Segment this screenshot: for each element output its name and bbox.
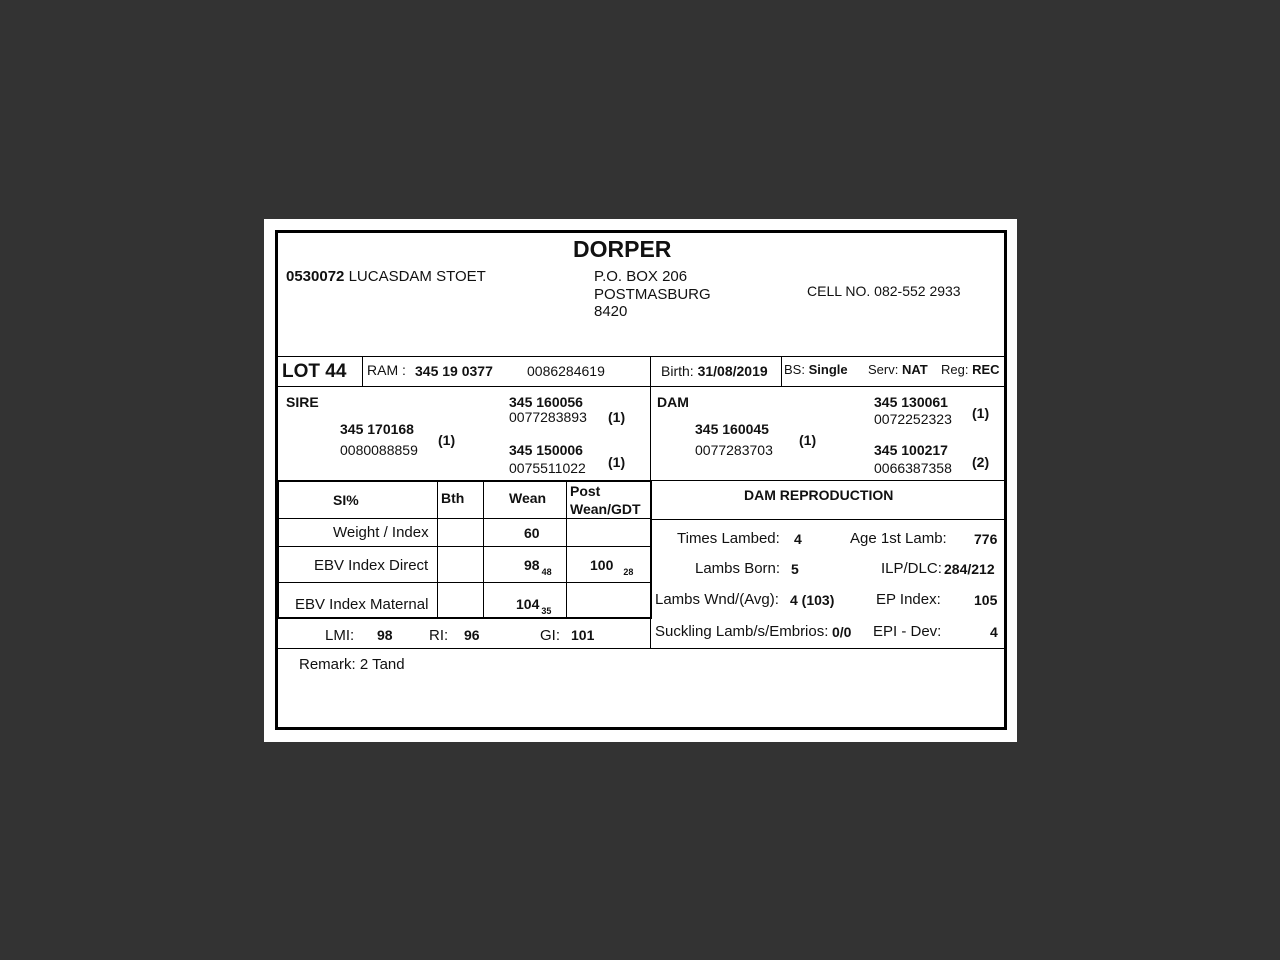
sire-dam-count: (1) (608, 454, 626, 470)
si-col-divider (483, 481, 484, 618)
lambs-wnd-value: 4 (103) (790, 592, 835, 608)
age-first-lamb-label: Age 1st Lamb: (850, 530, 947, 547)
dam-sire-number: 345 130061 (874, 394, 948, 410)
dam-sire-id: 0072252323 (874, 411, 952, 427)
col-divider (781, 356, 782, 386)
cell-value: 082-552 2933 (874, 283, 961, 299)
times-lambed-value: 4 (794, 531, 802, 547)
serv-value: NAT (901, 362, 928, 377)
ri-value: 96 (464, 627, 480, 643)
ilp-dlc-value: 284/212 (944, 561, 995, 577)
birth-status (784, 362, 848, 377)
dam-count: (1) (799, 432, 817, 448)
post-wean-header (570, 482, 641, 518)
row-divider (651, 480, 1004, 481)
dam-sire-count: (1) (972, 405, 990, 421)
epi-dev-value: 4 (990, 624, 998, 640)
address-line3: 8420 (594, 303, 628, 320)
ep-index-label: EP Index: (876, 591, 941, 608)
sire-dam-number: 345 150006 (509, 442, 583, 458)
owner-line (286, 268, 486, 285)
lmi-label: LMI: (325, 627, 355, 644)
sire-count: (1) (438, 432, 456, 448)
si-col-divider (566, 481, 567, 618)
reg-value: REC (972, 362, 1000, 377)
dam-reproduction-title: DAM REPRODUCTION (744, 487, 894, 503)
row-divider (278, 386, 1004, 387)
lot-number: LOT 44 (282, 361, 347, 382)
post-header-line1: Post (570, 483, 601, 499)
service (868, 362, 928, 377)
bs-label: BS: (784, 362, 805, 377)
row-ebv-maternal-wean (516, 596, 551, 616)
ep-index-value: 105 (974, 592, 998, 608)
lmi-value: 98 (377, 627, 393, 643)
row-divider (278, 356, 1004, 357)
row-divider (278, 648, 1004, 649)
dam-dam-number: 345 100217 (874, 442, 948, 458)
ebv-maternal-wean-sub: 35 (541, 606, 552, 616)
ram-id: 0086284619 (527, 363, 605, 379)
sire-sire-count: (1) (608, 409, 626, 425)
row-weight-index-wean: 60 (524, 525, 540, 541)
row-weight-index-label: Weight / Index (333, 524, 429, 541)
dam-dam-id: 0066387358 (874, 460, 952, 476)
breed-title: DORPER (573, 236, 672, 262)
row-ebv-maternal-label: EBV Index Maternal (295, 596, 429, 613)
dam-number: 345 160045 (695, 421, 769, 437)
ebv-maternal-wean-value: 104 (516, 596, 540, 612)
lambs-born-value: 5 (791, 561, 799, 577)
lambs-born-label: Lambs Born: (695, 560, 781, 577)
address-block (594, 268, 711, 321)
registration (941, 362, 1000, 377)
sire-label: SIRE (286, 394, 319, 410)
si-col-divider (437, 481, 438, 618)
birth-label: Birth: (661, 363, 694, 379)
dam-dam-count: (2) (972, 454, 990, 470)
lambs-wnd-label: Lambs Wnd/(Avg): (655, 591, 779, 608)
gi-value: 101 (571, 627, 595, 643)
cell-label: CELL NO. (807, 283, 871, 299)
owner-code: 0530072 (286, 268, 345, 285)
birth-value: 31/08/2019 (697, 363, 768, 379)
reg-label: Reg: (941, 362, 969, 377)
suckling-label: Suckling Lamb/s/Embrios: (655, 623, 829, 640)
ebv-direct-post-sub: 28 (623, 567, 634, 577)
row-divider (651, 519, 1004, 520)
epi-dev-label: EPI - Dev: (873, 623, 942, 640)
sire-number: 345 170168 (340, 421, 414, 437)
owner-name: LUCASDAM STOET (348, 268, 486, 285)
sire-dam-id: 0075511022 (509, 460, 586, 476)
times-lambed-label: Times Lambed: (677, 530, 780, 547)
ilp-dlc-label: ILP/DLC: (881, 560, 942, 577)
row-ebv-direct-post (590, 557, 633, 577)
ebv-direct-wean-value: 98 (524, 557, 540, 573)
row-ebv-direct-label: EBV Index Direct (314, 557, 429, 574)
birth (661, 363, 768, 379)
sire-sire-id: 0077283893 (509, 409, 587, 425)
sire-id: 0080088859 (340, 442, 418, 458)
dam-id: 0077283703 (695, 442, 773, 458)
bs-value: Single (808, 362, 848, 377)
si-row-divider (279, 546, 650, 547)
dam-label: DAM (657, 394, 689, 410)
ram-number: 345 19 0377 (415, 363, 493, 379)
row-ebv-direct-wean (524, 557, 552, 577)
post-header-line2: Wean/GDT (570, 501, 641, 517)
age-first-lamb-value: 776 (974, 531, 998, 547)
address-line1: P.O. BOX 206 (594, 268, 688, 285)
si-row-divider (279, 582, 650, 583)
bth-header: Bth (441, 490, 465, 506)
address-line2: POSTMASBURG (594, 285, 711, 303)
cell-number (807, 283, 961, 299)
si-header: SI% (333, 492, 359, 508)
wean-header: Wean (509, 490, 547, 506)
si-row-divider (279, 518, 650, 519)
suckling-value: 0/0 (832, 624, 852, 640)
gi-label: GI: (540, 627, 561, 644)
col-divider (362, 356, 363, 386)
ebv-direct-post-value: 100 (590, 557, 614, 573)
ram-label: RAM : (367, 362, 406, 378)
ri-label: RI: (429, 627, 449, 644)
sire-sire-number: 345 160056 (509, 394, 583, 410)
ebv-direct-wean-sub: 48 (541, 567, 552, 577)
serv-label: Serv: (868, 362, 899, 377)
remark: Remark: 2 Tand (299, 656, 405, 673)
